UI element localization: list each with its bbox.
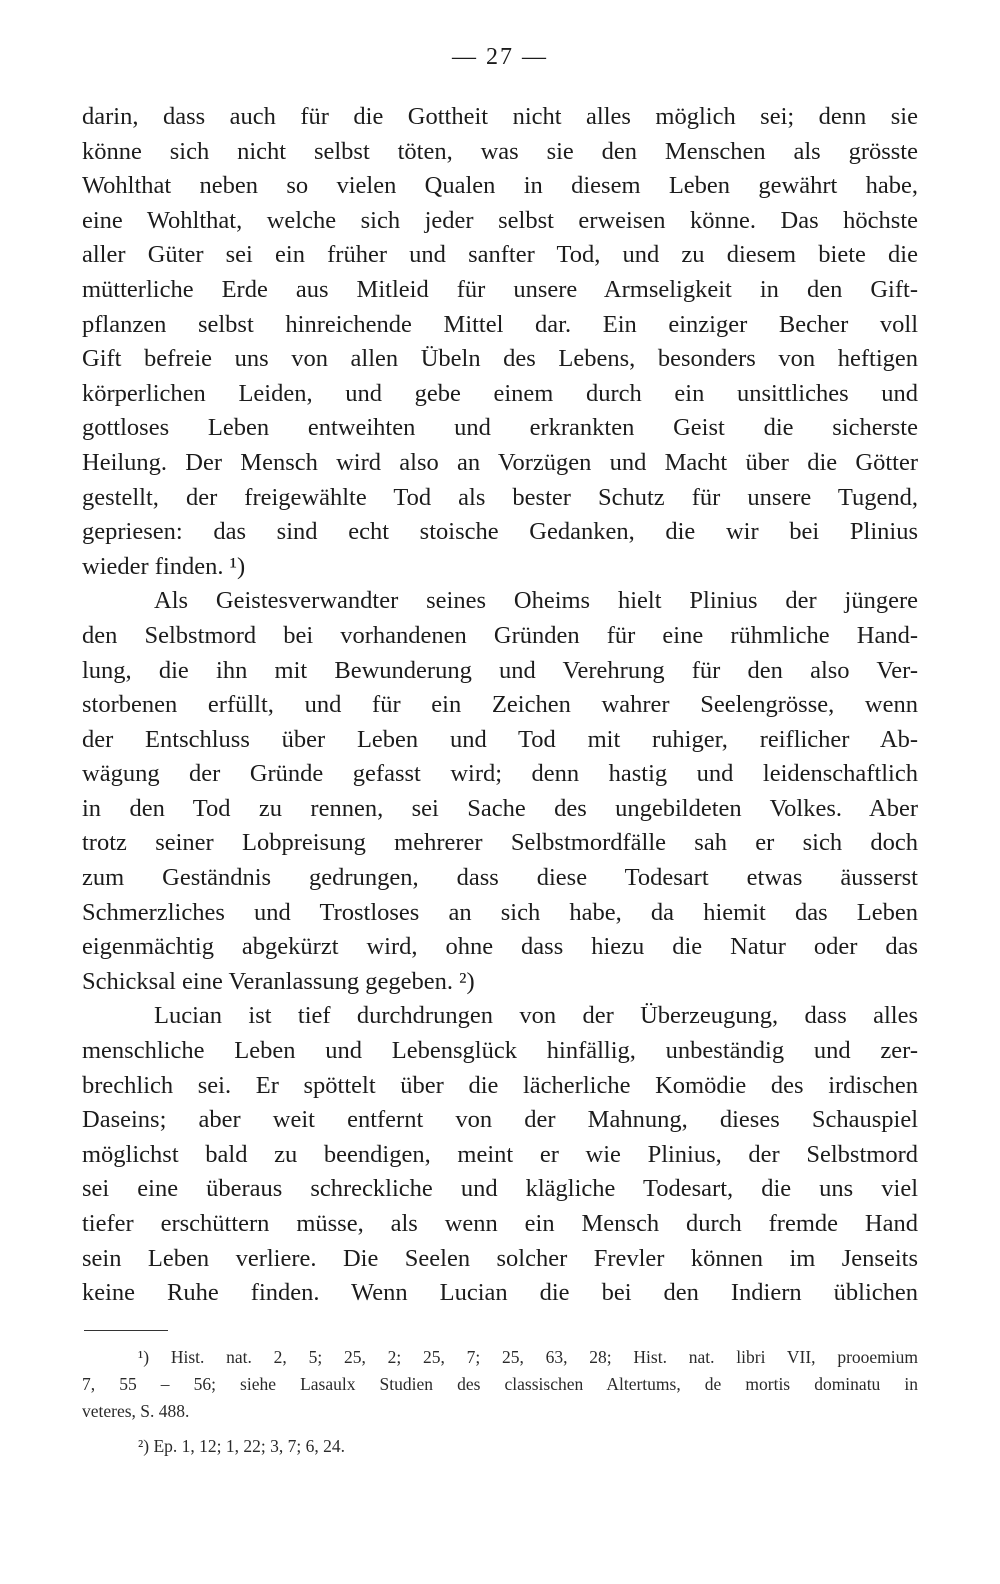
text-line: lung, die ihn mit Bewunderung und Verehrung für den also Ver- bbox=[82, 656, 918, 684]
text-line: sein Leben verliere. Die Seelen solcher Frevler können im Jenseits bbox=[82, 1244, 918, 1272]
text-line: könne sich nicht selbst töten, was sie den Menschen als grösste bbox=[82, 137, 918, 165]
text-line: storbenen erfüllt, und für ein Zeichen wahrer Seelengrösse, wenn bbox=[82, 691, 918, 719]
text-line: mütterliche Erde aus Mitleid für unsere Armseligkeit in den Gift- bbox=[82, 275, 918, 303]
text-line: pflanzen selbst hinreichende Mittel dar. Ein einziger Becher voll bbox=[82, 310, 918, 338]
text-line: Daseins; aber weit entfernt von der Mahnung, dieses Schauspiel bbox=[82, 1106, 918, 1134]
text-line: wägung der Gründe gefasst wird; denn hastig und leidenschaftlich bbox=[82, 760, 918, 788]
text-line: Schicksal eine Veranlassung gegeben. ²) bbox=[82, 967, 475, 995]
footnote-line: veteres, S. 488. bbox=[82, 1401, 190, 1421]
footnotes bbox=[82, 1344, 918, 1460]
footnote-line: 7, 55 – 56; siehe Lasaulx Studien des classischen Altertums, de mortis dominatu in bbox=[82, 1374, 918, 1394]
text-line: zum Geständnis gedrungen, dass diese Todesart etwas äusserst bbox=[82, 864, 918, 892]
text-line: keine Ruhe finden. Wenn Lucian die bei den Indiern üblichen bbox=[82, 1279, 918, 1307]
footnote-line: ¹) Hist. nat. 2, 5; 25, 2; 25, 7; 25, 63, 28; Hist. nat. libri VII, prooemium bbox=[138, 1347, 918, 1367]
text-line: darin, dass auch für die Gottheit nicht alles möglich sei; denn sie bbox=[82, 103, 918, 130]
text-line: Schmerzliches und Trostloses an sich habe, da hiemit das Leben bbox=[82, 898, 918, 926]
text-line: aller Güter sei ein früher und sanfter Tod, und zu diesem biete die bbox=[82, 241, 918, 269]
text-line: brechlich sei. Er spöttelt über die lächerliche Komödie des irdischen bbox=[82, 1071, 918, 1099]
text-line: tiefer erschüttern müsse, als wenn ein Mensch durch fremde Hand bbox=[82, 1210, 918, 1237]
text-line: menschliche Leben und Lebensglück hinfällig, unbeständig und zer- bbox=[82, 1037, 918, 1065]
text-line: den Selbstmord bei vorhandenen Gründen für eine rühmliche Hand- bbox=[82, 621, 918, 649]
footnote-line: ²) Ep. 1, 12; 1, 22; 3, 7; 6, 24. bbox=[138, 1436, 345, 1456]
text-line: trotz seiner Lobpreisung mehrerer Selbstmordfälle sah er sich doch bbox=[82, 829, 918, 857]
text-line: Heilung. Der Mensch wird also an Vorzügen und Macht über die Götter bbox=[82, 448, 918, 476]
text-line: Gift befreie uns von allen Übeln des Lebens, besonders von heftigen bbox=[82, 345, 918, 373]
text-line: der Entschluss über Leben und Tod mit ruhiger, reiflicher Ab- bbox=[82, 725, 918, 753]
text-line: eine Wohlthat, welche sich jeder selbst erweisen könne. Das höchste bbox=[82, 206, 918, 234]
text-line: gottloses Leben entweihten und erkrankten Geist die sicherste bbox=[82, 414, 918, 442]
text-line: Als Geistesverwandter seines Oheims hielt Plinius der jüngere bbox=[154, 587, 918, 615]
text-line: wieder finden. ¹) bbox=[82, 552, 246, 580]
text-line: gestellt, der freigewählte Tod als bester Schutz für unsere Tugend, bbox=[82, 483, 918, 511]
text-line: eigenmächtig abgekürzt wird, ohne dass hiezu die Natur oder das bbox=[82, 933, 918, 961]
page-number: — 27 — bbox=[452, 44, 548, 70]
text-line: sei eine überaus schreckliche und klägliche Todesart, die uns viel bbox=[82, 1175, 918, 1203]
footnote-separator bbox=[84, 1330, 168, 1331]
text-line: in den Tod zu rennen, sei Sache des ungebildeten Volkes. Aber bbox=[82, 794, 918, 822]
body-text bbox=[82, 100, 918, 1311]
text-line: Wohlthat neben so vielen Qualen in diesem Leben gewährt habe, bbox=[82, 172, 918, 200]
text-line: Lucian ist tief durchdrungen von der Überzeugung, dass alles bbox=[154, 1002, 918, 1030]
text-line: möglichst bald zu beendigen, meint er wie Plinius, der Selbstmord bbox=[82, 1140, 918, 1168]
text-line: körperlichen Leiden, und gebe einem durch ein unsittliches und bbox=[82, 379, 918, 407]
text-line: gepriesen: das sind echt stoische Gedanken, die wir bei Plinius bbox=[82, 518, 918, 546]
